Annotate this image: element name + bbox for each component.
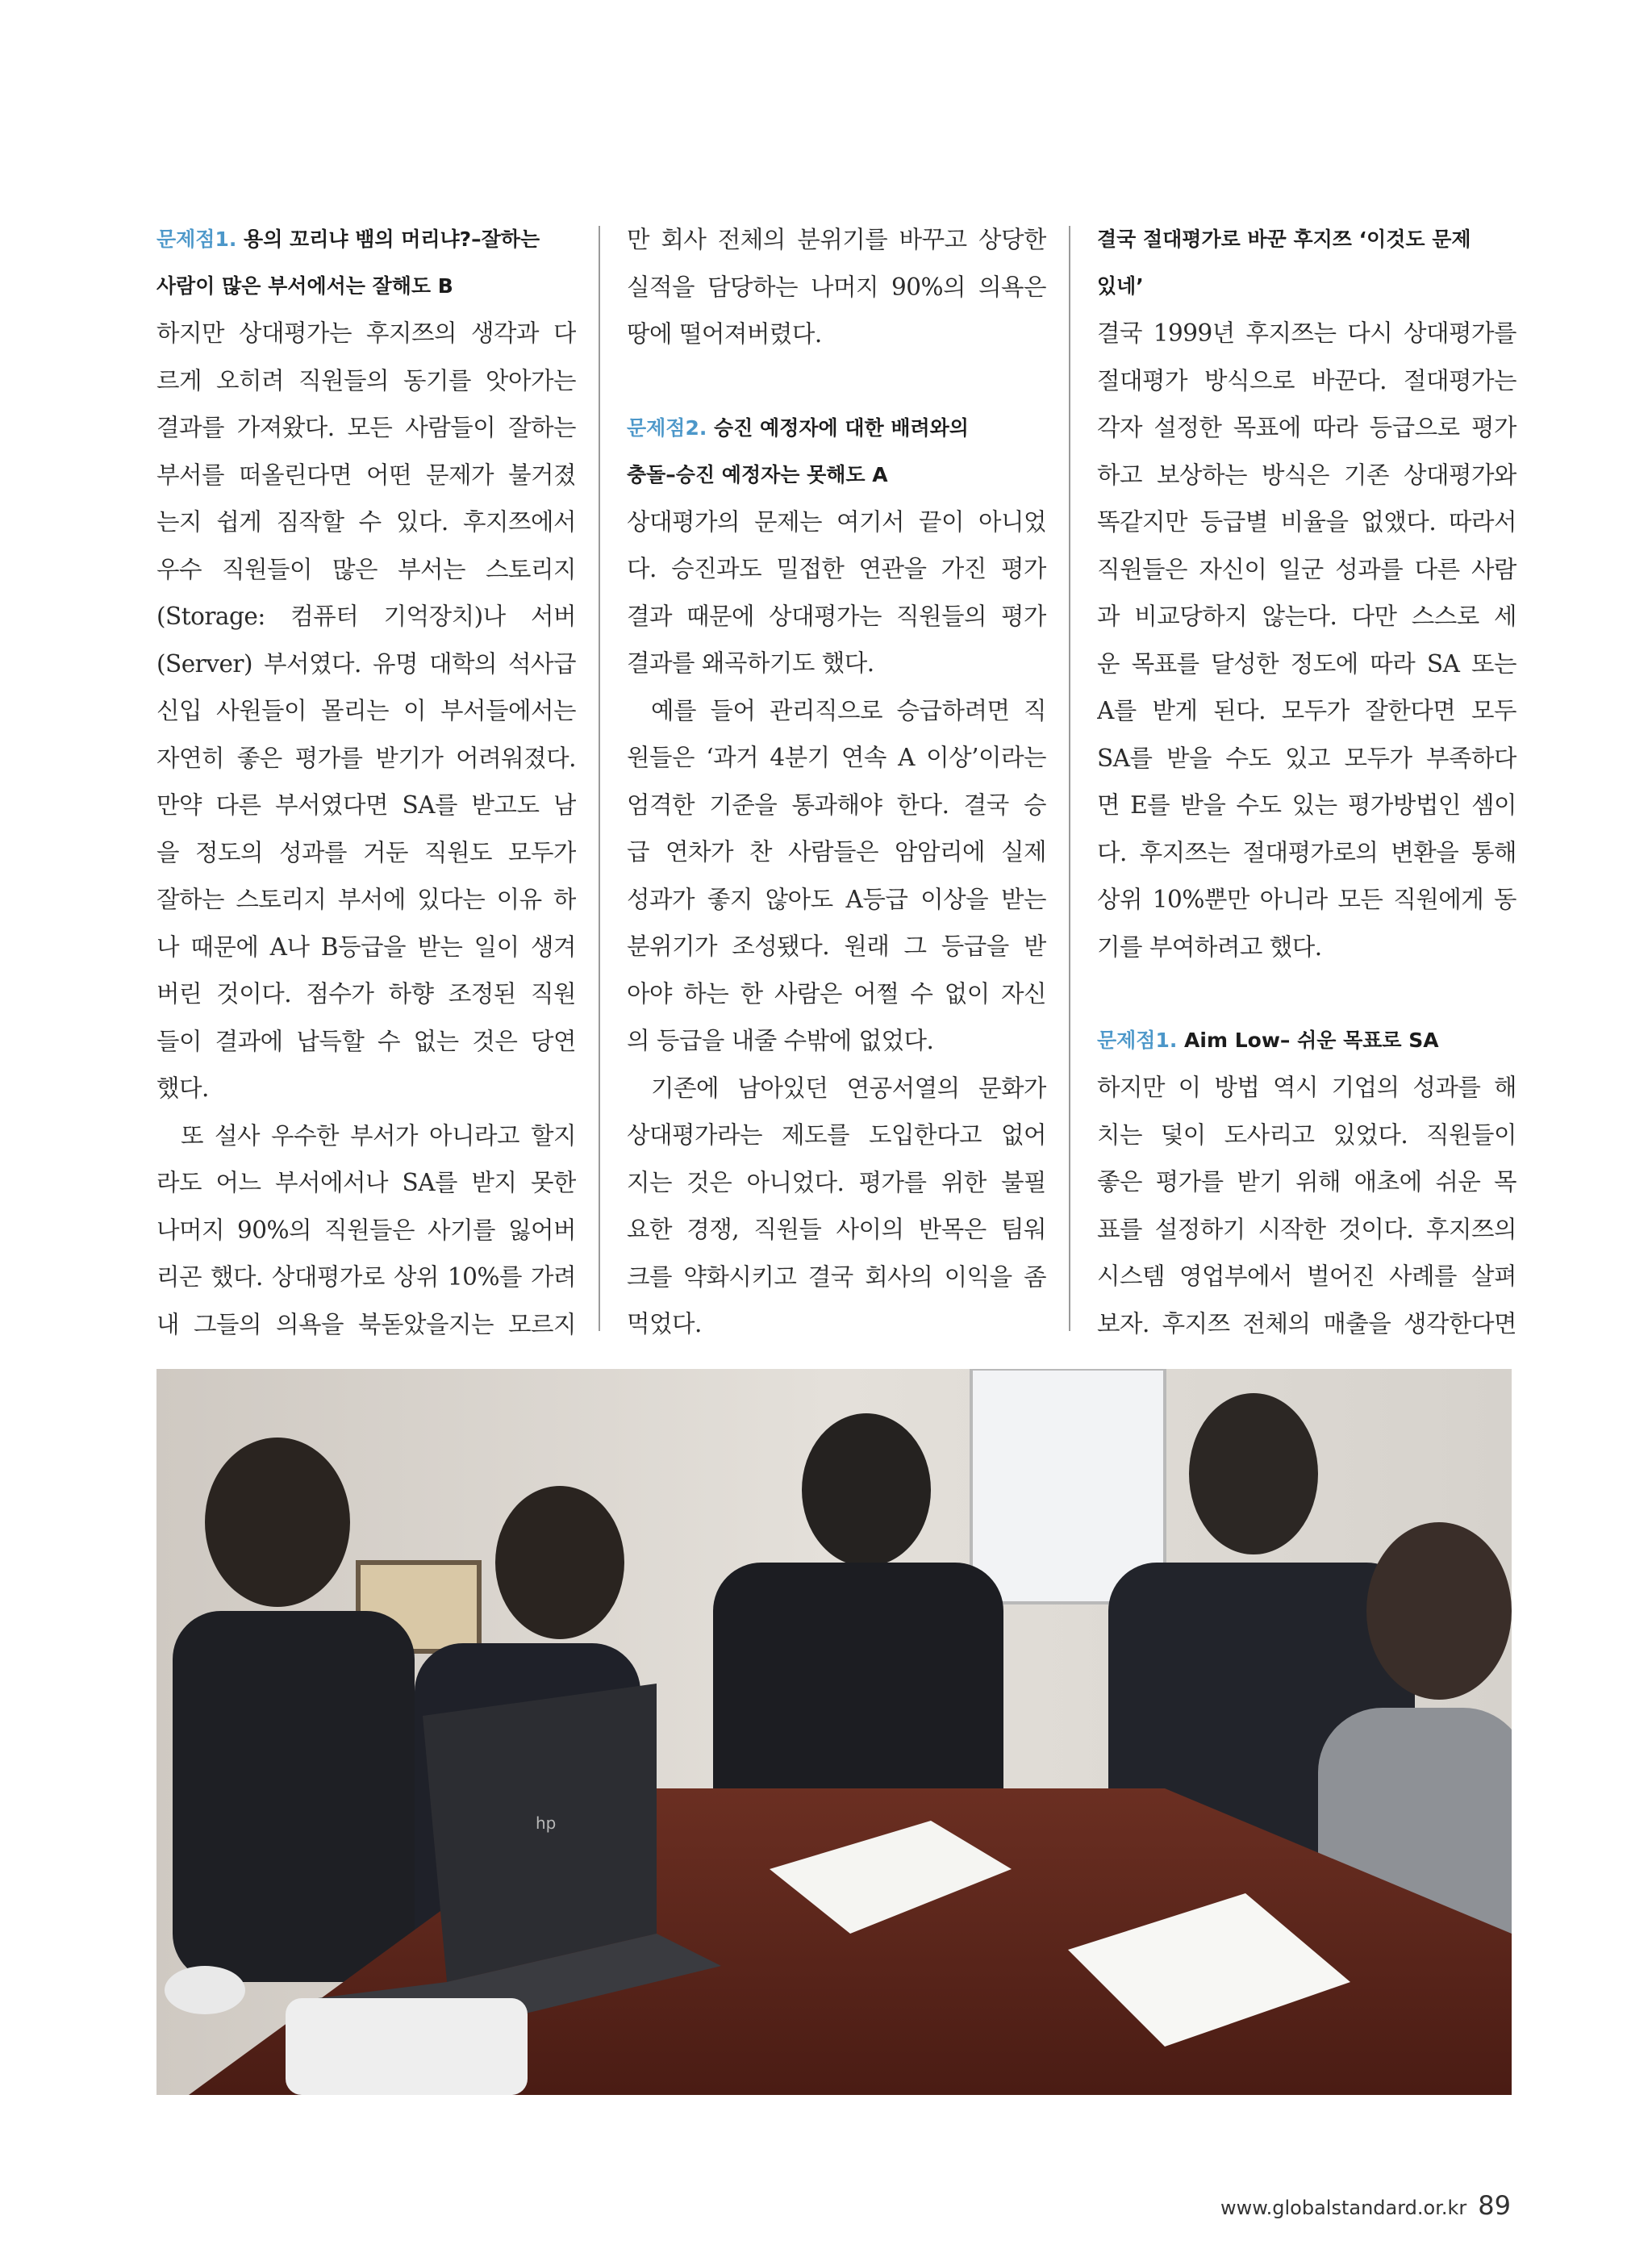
section-heading (1097, 1017, 1516, 1064)
heading-tag: 문제점1. (156, 227, 237, 251)
text-line: 하지만 이 방법 역시 기업의 성과를 해 (1097, 1074, 1516, 1101)
page-number: 89 (1478, 2190, 1511, 2221)
text-line: 라도 어느 부서에서나 SA를 받지 못한 (156, 1169, 576, 1196)
body-text (1097, 310, 1516, 970)
body-text (1097, 1064, 1516, 1347)
heading-text: 용의 꼬리냐 뱀의 머리냐?–잘하는 (236, 227, 540, 251)
text-line: 또 설사 우수한 부서가 아니라고 할지 (181, 1121, 576, 1150)
text-line: SA를 받을 수도 있고 모두가 부족하다 (1097, 744, 1516, 772)
text-line: 땅에 떨어져버렸다. (627, 320, 822, 348)
text-line: 크를 약화시키고 결국 회사의 이익을 좀 (627, 1262, 1046, 1291)
text-line: 엄격한 기준을 통과해야 한다. 결국 승 (627, 791, 1046, 819)
meeting-photo (156, 1369, 1512, 2095)
heading-text: 충돌–승진 예정자는 못해도 A (627, 462, 888, 486)
column-2 (627, 216, 1046, 1348)
section-heading (1097, 216, 1516, 310)
section-heading (156, 216, 576, 310)
body-text (627, 216, 1046, 358)
text-line: 먹었다. (627, 1310, 702, 1337)
text-line: 보자. 후지쯔 전체의 매출을 생각한다면 (1097, 1309, 1516, 1337)
laptop-logo: hp (536, 1813, 557, 1833)
heading-tag: 문제점2. (627, 415, 707, 440)
footer-url: www.globalstandard.or.kr (1220, 2197, 1467, 2219)
text-line: 분위기가 조성됐다. 원래 그 등급을 받 (627, 933, 1046, 960)
text-line: 요한 경쟁, 직원들 사이의 반목은 팀워 (627, 1216, 1046, 1243)
section-heading (627, 405, 1046, 499)
text-line: 상대평가라는 제도를 도입한다고 없어 (627, 1121, 1046, 1149)
text-line: 리곤 했다. 상대평가로 상위 10%를 가려 (156, 1263, 576, 1291)
text-line: 신입 사원들이 몰리는 이 부서들에서는 (156, 697, 576, 724)
heading-text: 사람이 많은 부서에서는 잘해도 B (156, 274, 453, 298)
text-line: 직원들은 자신이 일군 성과를 다른 사람 (1097, 555, 1516, 583)
text-line: 내 그들의 의욕을 북돋았을지는 모르지 (156, 1310, 576, 1338)
text-line: 원들은 ‘과거 4분기 연속 A 이상’이라는 (627, 744, 1046, 771)
text-line: 시스템 영업부에서 벌어진 사례를 살펴 (1097, 1262, 1516, 1290)
text-line: 치는 덫이 도사리고 있었다. 직원들이 (1097, 1120, 1516, 1149)
text-line: 다. 후지쯔는 절대평가로의 변환을 통해 (1097, 838, 1516, 866)
text-line: 는지 쉽게 짐작할 수 있다. 후지쯔에서 (156, 508, 576, 536)
heading-text: 있네’ (1097, 274, 1144, 298)
text-line: 만약 다른 부서였다면 SA를 받고도 남 (156, 791, 576, 819)
text-line: 아야 하는 한 사람은 어쩔 수 없이 자신 (627, 979, 1046, 1008)
text-line: 하지만 상대평가는 후지쯔의 생각과 다 (156, 319, 576, 347)
text-line: 실적을 담당하는 나머지 90%의 의욕은 (627, 273, 1046, 301)
meeting-photo-illustration (156, 1369, 1512, 2095)
text-line: 똑같지만 등급별 비율을 없앴다. 따라서 (1097, 508, 1516, 536)
column-3 (1097, 216, 1516, 1347)
column-divider (599, 226, 600, 1331)
text-line: 나머지 90%의 직원들은 사기를 잃어버 (156, 1216, 576, 1244)
page-footer (1220, 2190, 1511, 2221)
text-line: 다. 승진과도 밀접한 연관을 가진 평가 (627, 555, 1046, 582)
text-line: 자연히 좋은 평가를 받기가 어려워졌다. (156, 744, 576, 772)
column-1 (156, 216, 576, 1348)
text-line: 버린 것이다. 점수가 하향 조정된 직원 (156, 980, 576, 1008)
text-line: 만 회사 전체의 분위기를 바꾸고 상당한 (627, 226, 1046, 253)
text-line: 면 E를 받을 수도 있는 평가방법인 셈이 (1097, 791, 1516, 819)
text-line: 을 정도의 성과를 거둔 직원도 모두가 (156, 838, 576, 866)
text-line: 각자 설정한 목표에 따라 등급으로 평가 (1097, 414, 1516, 441)
text-line: 과 비교당하지 않는다. 다만 스스로 세 (1097, 603, 1516, 630)
text-line: 부서를 떠올린다면 어떤 문제가 불거졌 (156, 461, 576, 489)
text-line: 성과가 좋지 않아도 A등급 이상을 받는 (627, 885, 1046, 913)
text-line: 운 목표를 달성한 정도에 따라 SA 또는 (1097, 649, 1516, 678)
text-line: 결과 때문에 상대평가는 직원들의 평가 (627, 602, 1046, 630)
text-line: 나 때문에 A나 B등급을 받는 일이 생겨 (156, 933, 576, 961)
text-line: 지는 것은 아니었다. 평가를 위한 불필 (627, 1168, 1046, 1196)
text-line: 상대평가의 문제는 여기서 끝이 아니었 (627, 507, 1046, 536)
text-line: 하고 보상하는 방식은 기존 상대평가와 (1097, 461, 1516, 489)
heading-text: 승진 예정자에 대한 배려와의 (707, 415, 969, 440)
text-line: 급 연차가 찬 사람들은 암암리에 실제 (627, 838, 1046, 866)
heading-text: 결국 절대평가로 바꾼 후지쯔 ‘이것도 문제 (1097, 227, 1471, 251)
text-line: 잘하는 스토리지 부서에 있다는 이유 하 (156, 886, 576, 913)
text-line: 의 등급을 내줄 수밖에 없었다. (627, 1027, 934, 1054)
text-line: 기존에 남아있던 연공서열의 문화가 (651, 1074, 1046, 1102)
text-line: A를 받게 된다. 모두가 잘한다면 모두 (1097, 697, 1516, 724)
body-text (627, 499, 1046, 1348)
column-divider (1069, 226, 1070, 1331)
text-line: 결국 1999년 후지쯔는 다시 상대평가를 (1097, 319, 1516, 347)
text-line: 상위 10%뿐만 아니라 모든 직원에게 동 (1097, 886, 1516, 913)
heading-tag: 문제점1. (1097, 1029, 1178, 1052)
body-text (156, 310, 576, 1348)
text-line: 표를 설정하기 시작한 것이다. 후지쯔의 (1097, 1215, 1516, 1243)
text-line: 예를 들어 관리직으로 승급하려면 직 (651, 696, 1046, 724)
text-line: 결과를 왜곡하기도 했다. (627, 649, 874, 677)
text-line: (Storage: 컴퓨터 기억장치)나 서버 (156, 603, 576, 630)
text-line: 결과를 가져왔다. 모든 사람들이 잘하는 (156, 414, 576, 441)
text-line: 좋은 평가를 받기 위해 애초에 쉬운 목 (1097, 1168, 1516, 1196)
text-line: (Server) 부서였다. 유명 대학의 석사급 (156, 649, 576, 678)
text-line: 절대평가 방식으로 바꾼다. 절대평가는 (1097, 366, 1516, 394)
text-line: 르게 오히려 직원들의 동기를 앗아가는 (156, 366, 576, 394)
text-line: 기를 부여하려고 했다. (1097, 933, 1322, 961)
heading-text: Aim Low– 쉬운 목표로 SA (1177, 1029, 1439, 1052)
text-line: 들이 결과에 납득할 수 없는 것은 당연 (156, 1027, 576, 1055)
text-line: 우수 직원들이 많은 부서는 스토리지 (156, 555, 576, 583)
text-line: 했다. (156, 1075, 209, 1102)
